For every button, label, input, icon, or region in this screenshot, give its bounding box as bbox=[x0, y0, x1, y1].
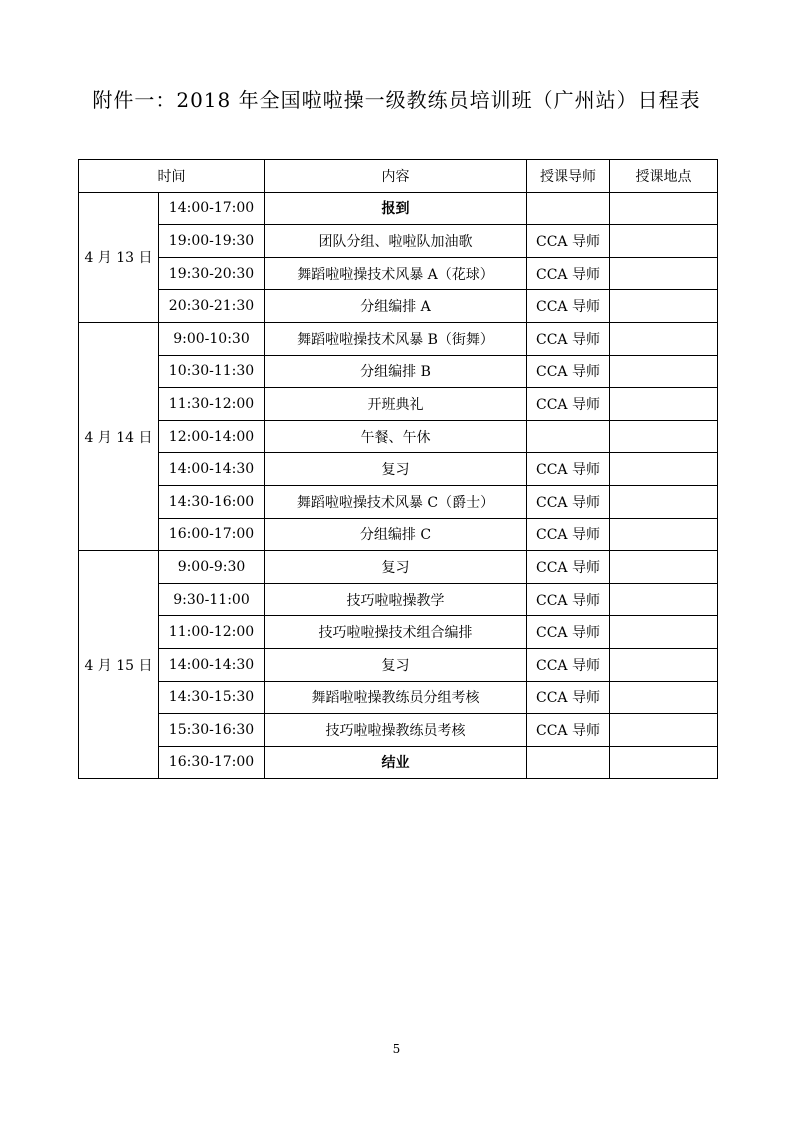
instructor-cell bbox=[527, 420, 610, 453]
location-cell bbox=[610, 746, 718, 779]
instructor-cell: CCA 导师 bbox=[527, 518, 610, 551]
content-cell: 分组编排 B bbox=[265, 355, 527, 388]
location-cell bbox=[610, 518, 718, 551]
time-cell: 16:30-17:00 bbox=[159, 746, 265, 779]
header-location: 授课地点 bbox=[610, 160, 718, 193]
table-row bbox=[79, 257, 718, 290]
header-time: 时间 bbox=[79, 160, 265, 193]
time-cell: 14:00-14:30 bbox=[159, 453, 265, 486]
content-cell: 技巧啦啦操教学 bbox=[265, 583, 527, 616]
table-row bbox=[79, 485, 718, 518]
instructor-cell bbox=[527, 192, 610, 225]
table-row bbox=[79, 518, 718, 551]
schedule-body bbox=[79, 192, 718, 779]
table-row bbox=[79, 746, 718, 779]
content-cell: 午餐、午休 bbox=[265, 420, 527, 453]
table-row bbox=[79, 225, 718, 258]
header-row bbox=[79, 160, 718, 193]
header-instructor: 授课导师 bbox=[527, 160, 610, 193]
location-cell bbox=[610, 583, 718, 616]
content-cell: 结业 bbox=[265, 746, 527, 779]
date-cell: 4 月 14 日 bbox=[79, 322, 159, 550]
table-row bbox=[79, 322, 718, 355]
time-cell: 9:00-9:30 bbox=[159, 551, 265, 584]
table-row bbox=[79, 648, 718, 681]
table-row bbox=[79, 551, 718, 584]
time-cell: 11:30-12:00 bbox=[159, 388, 265, 421]
table-row bbox=[79, 290, 718, 323]
content-cell: 复习 bbox=[265, 453, 527, 486]
time-cell: 12:00-14:00 bbox=[159, 420, 265, 453]
content-cell: 复习 bbox=[265, 648, 527, 681]
instructor-cell: CCA 导师 bbox=[527, 714, 610, 747]
instructor-cell: CCA 导师 bbox=[527, 681, 610, 714]
content-cell: 分组编排 C bbox=[265, 518, 527, 551]
time-cell: 15:30-16:30 bbox=[159, 714, 265, 747]
location-cell bbox=[610, 388, 718, 421]
location-cell bbox=[610, 192, 718, 225]
location-cell bbox=[610, 648, 718, 681]
instructor-cell: CCA 导师 bbox=[527, 485, 610, 518]
location-cell bbox=[610, 225, 718, 258]
content-cell: 舞蹈啦啦操技术风暴 C（爵士） bbox=[265, 485, 527, 518]
header-content: 内容 bbox=[265, 160, 527, 193]
content-cell: 技巧啦啦操教练员考核 bbox=[265, 714, 527, 747]
time-cell: 19:00-19:30 bbox=[159, 225, 265, 258]
instructor-cell: CCA 导师 bbox=[527, 355, 610, 388]
content-cell: 报到 bbox=[265, 192, 527, 225]
page-number: 5 bbox=[392, 1042, 401, 1056]
location-cell bbox=[610, 485, 718, 518]
date-cell: 4 月 15 日 bbox=[79, 551, 159, 779]
location-cell bbox=[610, 322, 718, 355]
content-cell: 舞蹈啦啦操技术风暴 A（花球） bbox=[265, 257, 527, 290]
page-title: 附件一：2018 年全国啦啦操一级教练员培训班（广州站）日程表 bbox=[92, 88, 701, 112]
instructor-cell: CCA 导师 bbox=[527, 648, 610, 681]
location-cell bbox=[610, 257, 718, 290]
table-row bbox=[79, 388, 718, 421]
time-cell: 9:30-11:00 bbox=[159, 583, 265, 616]
time-cell: 11:00-12:00 bbox=[159, 616, 265, 649]
content-cell: 分组编排 A bbox=[265, 290, 527, 323]
instructor-cell: CCA 导师 bbox=[527, 551, 610, 584]
table-row bbox=[79, 192, 718, 225]
content-cell: 团队分组、啦啦队加油歌 bbox=[265, 225, 527, 258]
content-cell: 开班典礼 bbox=[265, 388, 527, 421]
table-row bbox=[79, 681, 718, 714]
instructor-cell: CCA 导师 bbox=[527, 388, 610, 421]
instructor-cell: CCA 导师 bbox=[527, 583, 610, 616]
instructor-cell: CCA 导师 bbox=[527, 225, 610, 258]
content-cell: 舞蹈啦啦操技术风暴 B（街舞） bbox=[265, 322, 527, 355]
date-cell: 4 月 13 日 bbox=[79, 192, 159, 322]
location-cell bbox=[610, 290, 718, 323]
table-row bbox=[79, 583, 718, 616]
table-row bbox=[79, 355, 718, 388]
time-cell: 14:00-14:30 bbox=[159, 648, 265, 681]
time-cell: 14:00-17:00 bbox=[159, 192, 265, 225]
time-cell: 16:00-17:00 bbox=[159, 518, 265, 551]
location-cell bbox=[610, 681, 718, 714]
time-cell: 14:30-15:30 bbox=[159, 681, 265, 714]
table-row bbox=[79, 714, 718, 747]
content-cell: 技巧啦啦操技术组合编排 bbox=[265, 616, 527, 649]
time-cell: 19:30-20:30 bbox=[159, 257, 265, 290]
time-cell: 10:30-11:30 bbox=[159, 355, 265, 388]
table-row bbox=[79, 420, 718, 453]
instructor-cell: CCA 导师 bbox=[527, 322, 610, 355]
content-cell: 舞蹈啦啦操教练员分组考核 bbox=[265, 681, 527, 714]
time-cell: 9:00-10:30 bbox=[159, 322, 265, 355]
time-cell: 14:30-16:00 bbox=[159, 485, 265, 518]
location-cell bbox=[610, 616, 718, 649]
location-cell bbox=[610, 420, 718, 453]
instructor-cell: CCA 导师 bbox=[527, 453, 610, 486]
instructor-cell bbox=[527, 746, 610, 779]
location-cell bbox=[610, 714, 718, 747]
location-cell bbox=[610, 453, 718, 486]
schedule-table bbox=[78, 159, 718, 779]
table-row bbox=[79, 616, 718, 649]
instructor-cell: CCA 导师 bbox=[527, 616, 610, 649]
content-cell: 复习 bbox=[265, 551, 527, 584]
table-row bbox=[79, 453, 718, 486]
time-cell: 20:30-21:30 bbox=[159, 290, 265, 323]
location-cell bbox=[610, 551, 718, 584]
instructor-cell: CCA 导师 bbox=[527, 290, 610, 323]
location-cell bbox=[610, 355, 718, 388]
instructor-cell: CCA 导师 bbox=[527, 257, 610, 290]
